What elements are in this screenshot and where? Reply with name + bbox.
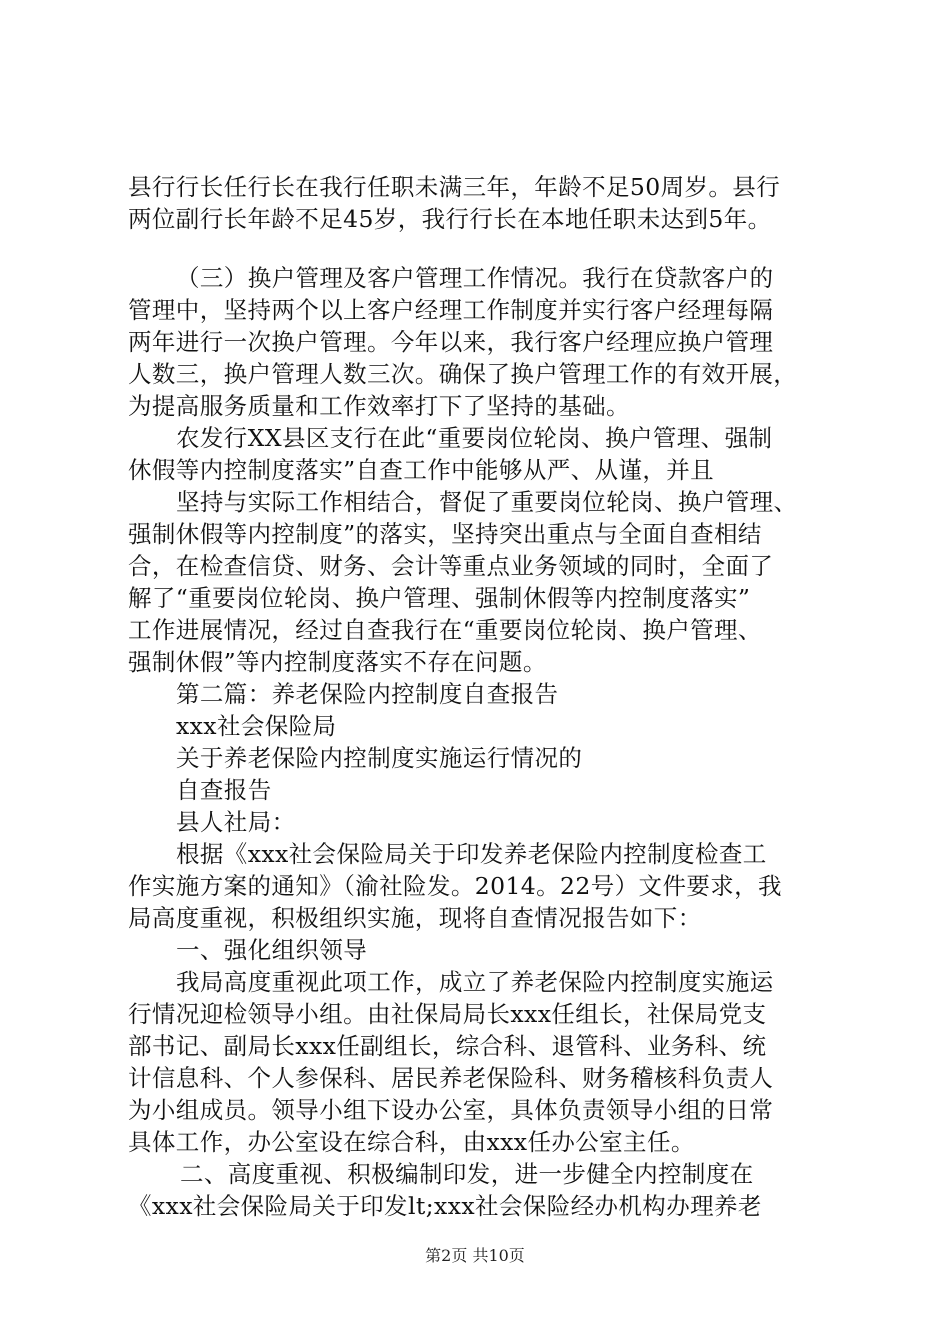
text-line: 强制休假等内控制度”的落实，坚持突出重点与全面自查相结 (128, 520, 762, 548)
text-line: 强制休假”等内控制度落实不存在问题。 (128, 648, 547, 676)
text-line: 合，在检查信贷、财务、会计等重点业务领域的同时，全面了 (128, 552, 774, 580)
text-line: 计信息科、个人参保科、居民养老保险科、财务稽核科负责人 (128, 1064, 774, 1092)
text-line: 两年进行一次换户管理。今年以来，我行客户经理应换户管理 (128, 328, 774, 356)
text-line: 部书记、副局长xxx任副组长，综合科、退管科、业务科、统 (128, 1032, 767, 1060)
text-line: xxx社会保险局 (176, 712, 337, 740)
text-line: 根据《xxx社会保险局关于印发养老保险内控制度检查工 (176, 840, 767, 868)
page-number-footer: 第2页 共10页 (425, 1246, 525, 1265)
text-line: 自查报告 (176, 776, 272, 804)
text-line: 解了“重要岗位轮岗、换户管理、强制休假等内控制度落实” (128, 584, 751, 612)
text-line: 关于养老保险内控制度实施运行情况的 (176, 744, 583, 772)
text-line: 行情况迎检领导小组。由社保局局长xxx任组长，社保局党支 (128, 1000, 767, 1028)
text-line: 坚持与实际工作相结合，督促了重要岗位轮岗、换户管理、 (176, 488, 798, 516)
text-line: 一、强化组织领导 (176, 936, 368, 964)
section-heading: 第二篇：养老保险内控制度自查报告 (176, 680, 559, 708)
text-line: 作实施方案的通知》（渝社险发。2014。22号）文件要求，我 (128, 872, 782, 900)
text-line: 县行行长任行长在我行任职未满三年，年龄不足50周岁。县行 (128, 173, 781, 201)
text-line: （三）换户管理及客户管理工作情况。我行在贷款客户的 (176, 264, 774, 292)
text-line: 县人社局： (176, 808, 296, 836)
text-line: 我局高度重视此项工作，成立了养老保险内控制度实施运 (176, 968, 774, 996)
text-line: 具体工作，办公室设在综合科，由xxx任办公室主任。 (128, 1128, 695, 1156)
text-line: 休假等内控制度落实”自查工作中能够从严、从谨，并且 (128, 456, 715, 484)
text-line: 两位副行长年龄不足45岁，我行行长在本地任职未达到5年。 (128, 205, 772, 233)
text-line: 为提高服务质量和工作效率打下了坚持的基础。 (128, 392, 630, 420)
text-line: 为小组成员。领导小组下设办公室，具体负责领导小组的日常 (128, 1096, 774, 1124)
text-line: 局高度重视，积极组织实施，现将自查情况报告如下： (128, 904, 702, 932)
text-line: 《xxx社会保险局关于印发lt;xxx社会保险经办机构办理养老 (128, 1192, 762, 1220)
text-line: 二、高度重视、积极编制印发，进一步健全内控制度在 (180, 1160, 754, 1188)
text-line: 农发行XX县区支行在此“重要岗位轮岗、换户管理、强制 (176, 424, 773, 452)
text-line: 管理中，坚持两个以上客户经理工作制度并实行客户经理每隔 (128, 296, 774, 324)
text-line: 工作进展情况，经过自查我行在“重要岗位轮岗、换户管理、 (128, 616, 762, 644)
text-line: 人数三，换户管理人数三次。确保了换户管理工作的有效开展， (128, 360, 798, 388)
